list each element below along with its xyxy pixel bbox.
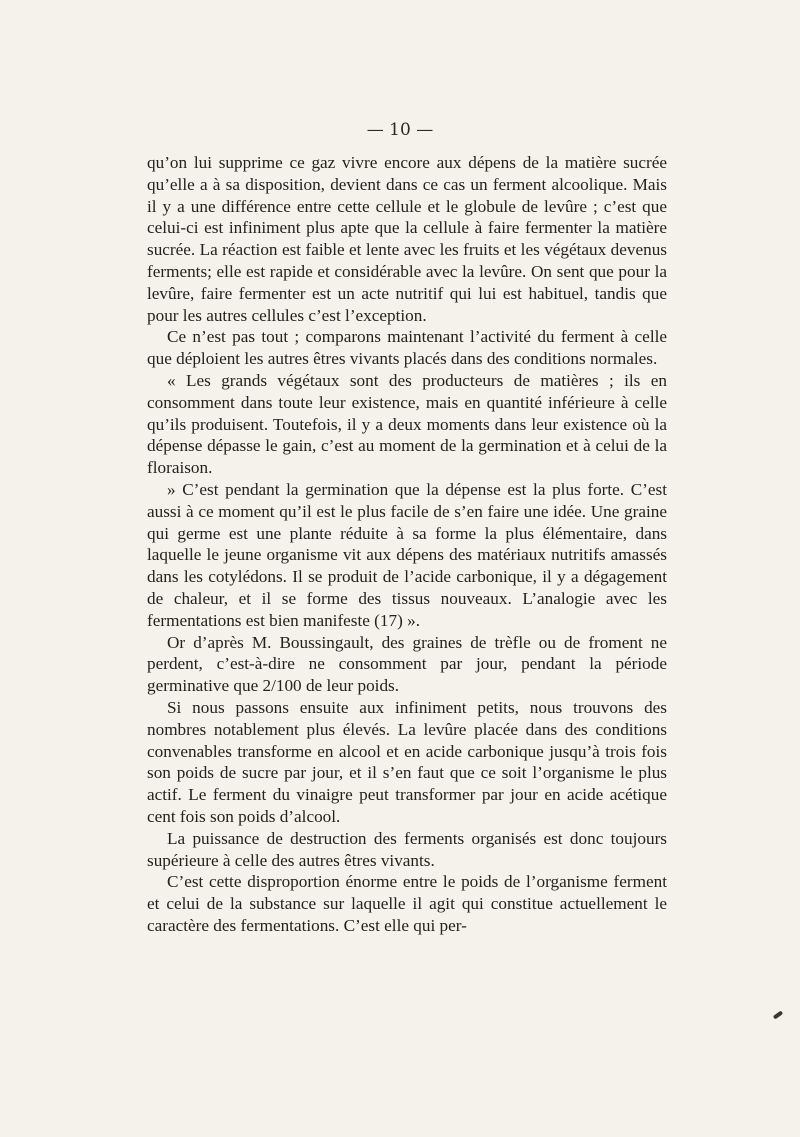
body-text: [147, 152, 667, 937]
ink-speck: [773, 1010, 783, 1019]
paragraph-3: « Les grands végétaux sont des producteurs de matières ; ils en consomment dans toute leur existence, mais en quantité inférieure à celle qu’ils produisent. Toutefois, il y a deux moments dans leur existence où la dépense dépasse le gain, c’est au moment de la germination et à celui de la floraison.: [147, 370, 667, 478]
page-number: — 10 —: [366, 120, 434, 140]
paragraph-5: Or d’après M. Boussingault, des graines de trèfle ou de froment ne perdent, c’est-à-dire ne consomment par jour, pendant la période germinative que 2/100 de leur poids.: [147, 632, 667, 696]
paragraph-4: » C’est pendant la germination que la dépense est la plus forte. C’est aussi à ce moment qu’il est le plus facile de s’en faire une idée. Une graine qui germe est une plante réduite à sa forme la plus élémentaire, dans laquelle le jeune organisme vit aux dépens des matériaux nutritifs amassés dans les cotylédons. Il se produit de l’acide carbonique, il y a dégagement de chaleur, et il se forme des tissus nouveaux. L’analogie avec les fermentations est bien manifeste (17) ».: [147, 479, 667, 630]
paragraph-7: La puissance de destruction des ferments organisés est donc toujours supérieure à celle des autres êtres vivants.: [147, 828, 667, 870]
paragraph-1: qu’on lui supprime ce gaz vivre encore aux dépens de la matière sucrée qu’elle a à sa disposition, devient dans ce cas un ferment alcoolique. Mais il y a une différence entre cette cellule et le globule de levûre ; c’est que celui-ci est infiniment plus apte que la cellule à faire fermenter la matière sucrée. La réaction est faible et lente avec les fruits et les végétaux devenus ferments; elle est rapide et considérable avec la levûre. On sent que pour la levûre, faire fermenter est un acte nutritif qui lui est habituel, tandis que pour les autres cellules c’est l’exception.: [147, 153, 667, 325]
paragraph-2: Ce n’est pas tout ; comparons maintenant l’activité du ferment à celle que déploient les autres êtres vivants placés dans des conditions normales.: [147, 327, 667, 369]
paragraph-8: C’est cette disproportion énorme entre le poids de l’organisme ferment et celui de la substance sur laquelle il agit qui constitue actuellement le caractère des fermentations. C’est elle qui per-: [147, 872, 667, 935]
paragraph-6: Si nous passons ensuite aux infiniment petits, nous trouvons des nombres notablement plus élevés. La levûre placée dans des conditions convenables transforme en alcool et en acide carbonique jusqu’à trois fois son poids de sucre par jour, et il s’en faut que ce soit l’organisme le plus actif. Le ferment du vinaigre peut transformer par jour en acide acétique cent fois son poids d’alcool.: [147, 697, 667, 826]
